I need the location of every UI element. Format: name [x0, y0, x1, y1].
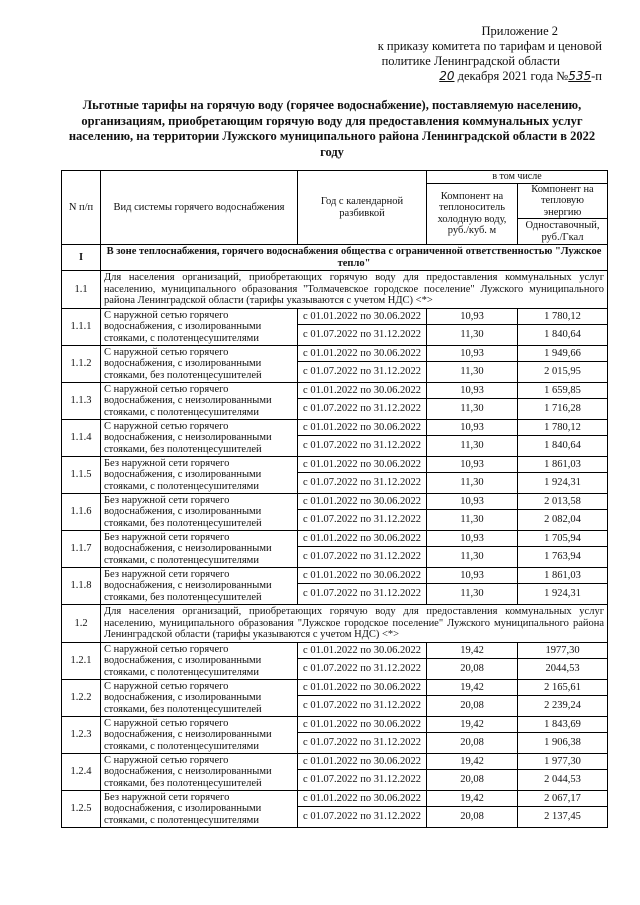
row-number: 1.1.4 — [62, 420, 101, 457]
section-number: I — [62, 245, 101, 271]
energy-tariff-first-half: 1 780,12 — [518, 309, 608, 325]
document-title: Льготные тарифы на горячую воду (горячее водоснабжение), поставляемую населению, организациям, приобретающим горячую воду для предоставления коммунальных услуг населению, на территории Лужского муниципального района Ленинградской области в 2022 году — [68, 98, 596, 159]
period-second-half: с 01.07.2022 по 31.12.2022 — [298, 584, 427, 605]
table-row — [62, 457, 608, 473]
group-number: 1.1 — [62, 271, 101, 309]
energy-tariff-second-half: 1 840,64 — [518, 436, 608, 457]
period-first-half: с 01.01.2022 по 30.06.2022 — [298, 717, 427, 733]
energy-tariff-first-half: 1977,30 — [518, 643, 608, 659]
period-second-half: с 01.07.2022 по 31.12.2022 — [298, 696, 427, 717]
water-tariff-second-half: 11,30 — [427, 584, 518, 605]
row-number: 1.2.2 — [62, 680, 101, 717]
energy-tariff-first-half: 1 659,85 — [518, 383, 608, 399]
row-number: 1.1.1 — [62, 309, 101, 346]
period-second-half: с 01.07.2022 по 31.12.2022 — [298, 807, 427, 828]
order-committee: политике Ленинградской области — [381, 54, 560, 68]
row-system-type: Без наружной сети горячего водоснабжения, с изолированными стояками, с полотенцесушителями — [101, 791, 298, 828]
energy-tariff-first-half: 2 067,17 — [518, 791, 608, 807]
period-second-half: с 01.07.2022 по 31.12.2022 — [298, 473, 427, 494]
row-system-type: С наружной сетью горячего водоснабжения, с неизолированными стояками, без полотенцесушителей — [101, 754, 298, 791]
water-tariff-first-half: 19,42 — [427, 754, 518, 770]
tariff-table — [61, 170, 608, 828]
energy-tariff-second-half: 2 044,53 — [518, 770, 608, 791]
energy-tariff-second-half: 1 840,64 — [518, 325, 608, 346]
period-first-half: с 01.01.2022 по 30.06.2022 — [298, 494, 427, 510]
water-tariff-first-half: 19,42 — [427, 791, 518, 807]
group-row — [62, 271, 608, 309]
energy-tariff-first-half: 1 861,03 — [518, 457, 608, 473]
energy-tariff-second-half: 1 906,38 — [518, 733, 608, 754]
row-number: 1.1.8 — [62, 568, 101, 605]
energy-tariff-second-half: 2 137,45 — [518, 807, 608, 828]
row-system-type: С наружной сетью горячего водоснабжения, с изолированными стояками, с полотенцесушителями — [101, 309, 298, 346]
table-row — [62, 383, 608, 399]
row-number: 1.2.5 — [62, 791, 101, 828]
appendix-header — [302, 24, 602, 84]
water-tariff-second-half: 11,30 — [427, 325, 518, 346]
header-energy-single-rate: Одноставочный, руб./Гкал — [518, 219, 608, 245]
header-energy-component: Компонент на тепловую энергию — [518, 183, 608, 219]
row-system-type: С наружной сетью горячего водоснабжения, с изолированными стояками, с полотенцесушителями — [101, 643, 298, 680]
table-row — [62, 680, 608, 696]
row-number: 1.1.7 — [62, 531, 101, 568]
water-tariff-second-half: 11,30 — [427, 510, 518, 531]
section-heading: В зоне теплоснабжения, горячего водоснабжения общества с ограниченной ответственностью "Лужское тепло" — [101, 245, 608, 271]
row-number: 1.1.5 — [62, 457, 101, 494]
period-second-half: с 01.07.2022 по 31.12.2022 — [298, 659, 427, 680]
row-system-type: Без наружной сети горячего водоснабжения, с неизолированными стояками, с полотенцесушителями — [101, 531, 298, 568]
water-tariff-first-half: 19,42 — [427, 680, 518, 696]
energy-tariff-first-half: 1 843,69 — [518, 717, 608, 733]
header-water-component: Компонент на теплоноситель холодную воду, руб./куб. м — [427, 183, 518, 245]
row-number: 1.1.2 — [62, 346, 101, 383]
handwritten-number: 535 — [568, 69, 592, 83]
water-tariff-second-half: 11,30 — [427, 547, 518, 568]
period-second-half: с 01.07.2022 по 31.12.2022 — [298, 770, 427, 791]
period-second-half: с 01.07.2022 по 31.12.2022 — [298, 733, 427, 754]
number-suffix: -п — [591, 69, 602, 83]
period-second-half: с 01.07.2022 по 31.12.2022 — [298, 436, 427, 457]
water-tariff-first-half: 10,93 — [427, 420, 518, 436]
water-tariff-second-half: 20,08 — [427, 696, 518, 717]
water-tariff-first-half: 10,93 — [427, 568, 518, 584]
group-description: Для населения организаций, приобретающих горячую воду для предоставления коммунальных услуг населению, муниципального образования "Лужское городское поселение" Лужского муниципального района Ленинградской области (тарифы указываются с учетом НДС) <*> — [101, 605, 608, 643]
table-row — [62, 717, 608, 733]
row-system-type: С наружной сетью горячего водоснабжения, с изолированными стояками, без полотенцесушителей — [101, 346, 298, 383]
energy-tariff-first-half: 1 949,66 — [518, 346, 608, 362]
period-first-half: с 01.01.2022 по 30.06.2022 — [298, 309, 427, 325]
table-row — [62, 531, 608, 547]
row-system-type: С наружной сетью горячего водоснабжения, с неизолированными стояками, с полотенцесушителями — [101, 717, 298, 754]
period-first-half: с 01.01.2022 по 30.06.2022 — [298, 791, 427, 807]
table-row — [62, 754, 608, 770]
water-tariff-second-half: 11,30 — [427, 473, 518, 494]
energy-tariff-second-half: 2 239,24 — [518, 696, 608, 717]
row-system-type: С наружной сетью горячего водоснабжения, с изолированными стояками, без полотенцесушителей — [101, 680, 298, 717]
water-tariff-second-half: 20,08 — [427, 733, 518, 754]
water-tariff-first-half: 19,42 — [427, 717, 518, 733]
energy-tariff-first-half: 1 977,30 — [518, 754, 608, 770]
water-tariff-first-half: 10,93 — [427, 457, 518, 473]
row-number: 1.1.3 — [62, 383, 101, 420]
water-tariff-first-half: 10,93 — [427, 494, 518, 510]
header-system: Вид системы горячего водоснабжения — [101, 171, 298, 245]
row-system-type: Без наружной сети горячего водоснабжения, с неизолированными стояками, без полотенцесушителей — [101, 568, 298, 605]
order-date — [302, 69, 602, 84]
period-first-half: с 01.01.2022 по 30.06.2022 — [298, 346, 427, 362]
period-second-half: с 01.07.2022 по 31.12.2022 — [298, 399, 427, 420]
energy-tariff-second-half: 1 763,94 — [518, 547, 608, 568]
group-description: Для населения организаций, приобретающих горячую воду для предоставления коммунальных услуг населению, муниципального образования "Толмачевское городское поселение" Лужского муниципального района Ленинградской области (тарифы указываются с учетом НДС) <*> — [101, 271, 608, 309]
header-including: в том числе — [427, 171, 608, 184]
energy-tariff-first-half: 2 013,58 — [518, 494, 608, 510]
period-first-half: с 01.01.2022 по 30.06.2022 — [298, 531, 427, 547]
table-row — [62, 494, 608, 510]
water-tariff-first-half: 10,93 — [427, 309, 518, 325]
group-row — [62, 605, 608, 643]
table-row — [62, 309, 608, 325]
table-row — [62, 791, 608, 807]
energy-tariff-second-half: 1 716,28 — [518, 399, 608, 420]
period-first-half: с 01.01.2022 по 30.06.2022 — [298, 383, 427, 399]
energy-tariff-first-half: 1 705,94 — [518, 531, 608, 547]
water-tariff-first-half: 10,93 — [427, 346, 518, 362]
water-tariff-second-half: 11,30 — [427, 399, 518, 420]
row-number: 1.1.6 — [62, 494, 101, 531]
row-number: 1.2.1 — [62, 643, 101, 680]
table-row — [62, 420, 608, 436]
energy-tariff-first-half: 1 780,12 — [518, 420, 608, 436]
water-tariff-second-half: 11,30 — [427, 436, 518, 457]
period-second-half: с 01.07.2022 по 31.12.2022 — [298, 325, 427, 346]
period-second-half: с 01.07.2022 по 31.12.2022 — [298, 547, 427, 568]
energy-tariff-second-half: 2 015,95 — [518, 362, 608, 383]
row-system-type: Без наружной сети горячего водоснабжения, с изолированными стояками, без полотенцесушителей — [101, 494, 298, 531]
row-system-type: С наружной сетью горячего водоснабжения, с неизолированными стояками, с полотенцесушителями — [101, 383, 298, 420]
water-tariff-second-half: 20,08 — [427, 770, 518, 791]
water-tariff-second-half: 20,08 — [427, 807, 518, 828]
energy-tariff-second-half: 2044,53 — [518, 659, 608, 680]
row-number: 1.2.4 — [62, 754, 101, 791]
date-text: декабря 2021 года № — [457, 69, 569, 83]
period-first-half: с 01.01.2022 по 30.06.2022 — [298, 457, 427, 473]
period-second-half: с 01.07.2022 по 31.12.2022 — [298, 510, 427, 531]
water-tariff-second-half: 11,30 — [427, 362, 518, 383]
order-reference: к приказу комитета по тарифам и ценовой — [377, 39, 602, 53]
energy-tariff-first-half: 1 861,03 — [518, 568, 608, 584]
group-number: 1.2 — [62, 605, 101, 643]
row-number: 1.2.3 — [62, 717, 101, 754]
water-tariff-first-half: 19,42 — [427, 643, 518, 659]
handwritten-day: 20 — [439, 69, 455, 83]
row-system-type: Без наружной сети горячего водоснабжения, с изолированными стояками, с полотенцесушителями — [101, 457, 298, 494]
appendix-title: Приложение 2 — [481, 24, 558, 38]
energy-tariff-second-half: 1 924,31 — [518, 584, 608, 605]
table-row — [62, 568, 608, 584]
energy-tariff-second-half: 2 082,04 — [518, 510, 608, 531]
period-second-half: с 01.07.2022 по 31.12.2022 — [298, 362, 427, 383]
header-num: N п/п — [62, 171, 101, 245]
water-tariff-first-half: 10,93 — [427, 383, 518, 399]
period-first-half: с 01.01.2022 по 30.06.2022 — [298, 420, 427, 436]
period-first-half: с 01.01.2022 по 30.06.2022 — [298, 568, 427, 584]
energy-tariff-first-half: 2 165,61 — [518, 680, 608, 696]
period-first-half: с 01.01.2022 по 30.06.2022 — [298, 754, 427, 770]
period-first-half: с 01.01.2022 по 30.06.2022 — [298, 680, 427, 696]
row-system-type: С наружной сетью горячего водоснабжения, с неизолированными стояками, без полотенцесушителей — [101, 420, 298, 457]
table-row — [62, 643, 608, 659]
period-first-half: с 01.01.2022 по 30.06.2022 — [298, 643, 427, 659]
table-row — [62, 346, 608, 362]
water-tariff-second-half: 20,08 — [427, 659, 518, 680]
water-tariff-first-half: 10,93 — [427, 531, 518, 547]
energy-tariff-second-half: 1 924,31 — [518, 473, 608, 494]
header-year: Год с календарной разбивкой — [298, 171, 427, 245]
